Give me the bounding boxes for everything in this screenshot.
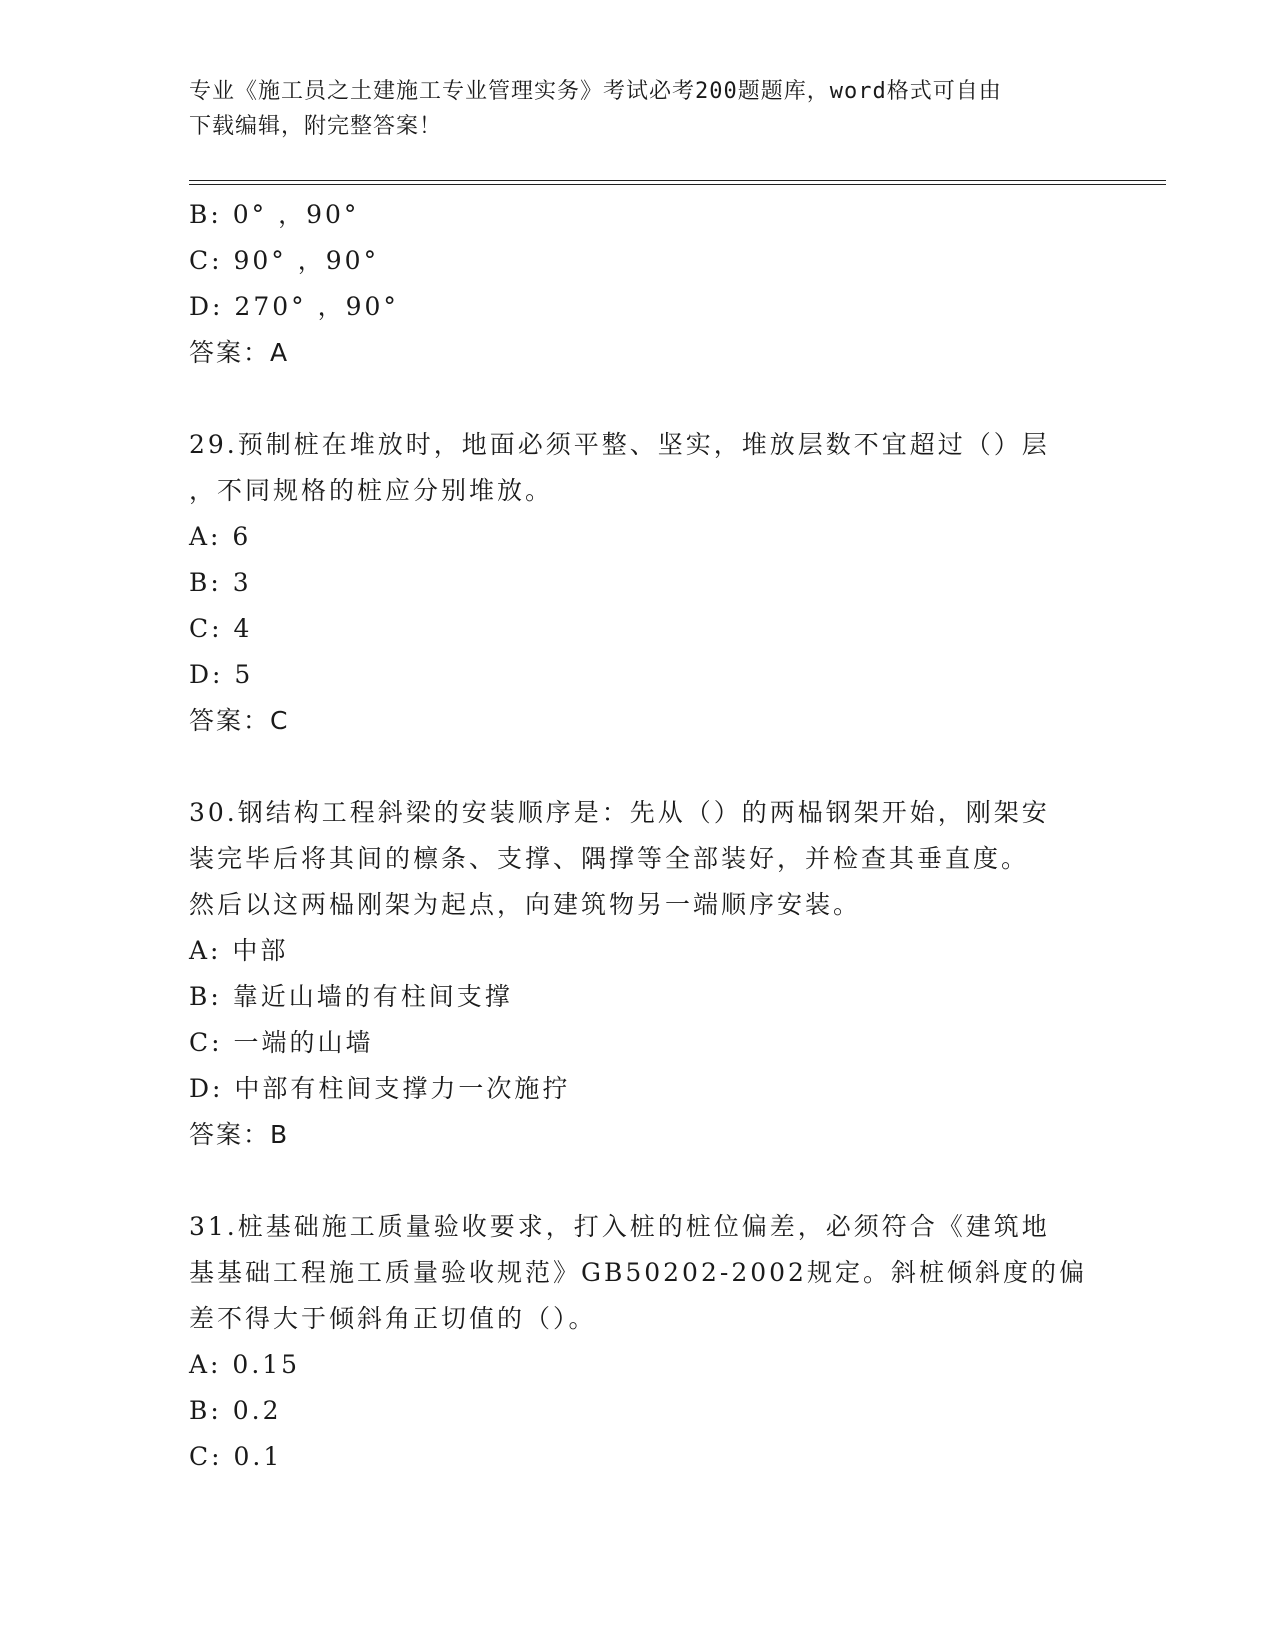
header-line-1: 专业《施工员之土建施工专业管理实务》考试必考200题题库，word格式可自由 xyxy=(189,79,1002,104)
option-a: A: 中部 xyxy=(189,936,289,965)
option-c: C: 一端的山墙 xyxy=(189,1028,374,1057)
header-divider-top xyxy=(189,180,1166,181)
option-c: C: 90° ，90° xyxy=(189,246,380,275)
option-a: A: 6 xyxy=(189,522,252,551)
option-c: C: 0.1 xyxy=(189,1442,283,1471)
question-text-line: 差不得大于倾斜角正切值的（）。 xyxy=(189,1304,597,1333)
option-c: C: 4 xyxy=(189,614,253,643)
question-text-line: 29.预制桩在堆放时，地面必须平整、坚实，堆放层数不宜超过（）层 xyxy=(189,430,1050,459)
option-b: B: 0.2 xyxy=(189,1396,282,1425)
answer-line: 答案：B xyxy=(189,1120,290,1149)
document-header xyxy=(189,74,1069,144)
header-line-2: 下载编辑，附完整答案！ xyxy=(189,114,443,139)
spacer xyxy=(189,744,1089,790)
spacer xyxy=(189,1158,1089,1204)
option-d: D: 270° ，90° xyxy=(189,292,399,321)
question-29 xyxy=(189,422,1089,744)
option-d: D: 5 xyxy=(189,660,254,689)
answer-line: 答案：C xyxy=(189,706,290,735)
question-31 xyxy=(189,1204,1089,1480)
question-text-line: 然后以这两榀刚架为起点，向建筑物另一端顺序安装。 xyxy=(189,890,862,919)
question-text-line: ，不同规格的桩应分别堆放。 xyxy=(189,476,554,505)
question-30 xyxy=(189,790,1089,1158)
header-divider-bottom xyxy=(189,184,1166,185)
answer-line: 答案：A xyxy=(189,338,290,367)
prev-question-block xyxy=(189,192,1089,376)
option-d: D: 中部有柱间支撑力一次施拧 xyxy=(189,1074,571,1103)
question-text-line: 31.桩基础施工质量验收要求，打入桩的桩位偏差，必须符合《建筑地 xyxy=(189,1212,1050,1241)
option-b: B: 3 xyxy=(189,568,252,597)
question-text-line: 基基础工程施工质量验收规范》GB50202-2002规定。斜桩倾斜度的偏 xyxy=(189,1258,1087,1287)
option-b: B: 靠近山墙的有柱间支撑 xyxy=(189,982,513,1011)
question-text-line: 30.钢结构工程斜梁的安装顺序是：先从（）的两榀钢架开始，刚架安 xyxy=(189,798,1050,827)
document-body xyxy=(189,192,1089,1480)
spacer xyxy=(189,376,1089,422)
question-text-line: 装完毕后将其间的檩条、支撑、隅撑等全部装好，并检查其垂直度。 xyxy=(189,844,1030,873)
option-b: B: 0° ，90° xyxy=(189,200,360,229)
option-a: A: 0.15 xyxy=(189,1350,301,1379)
